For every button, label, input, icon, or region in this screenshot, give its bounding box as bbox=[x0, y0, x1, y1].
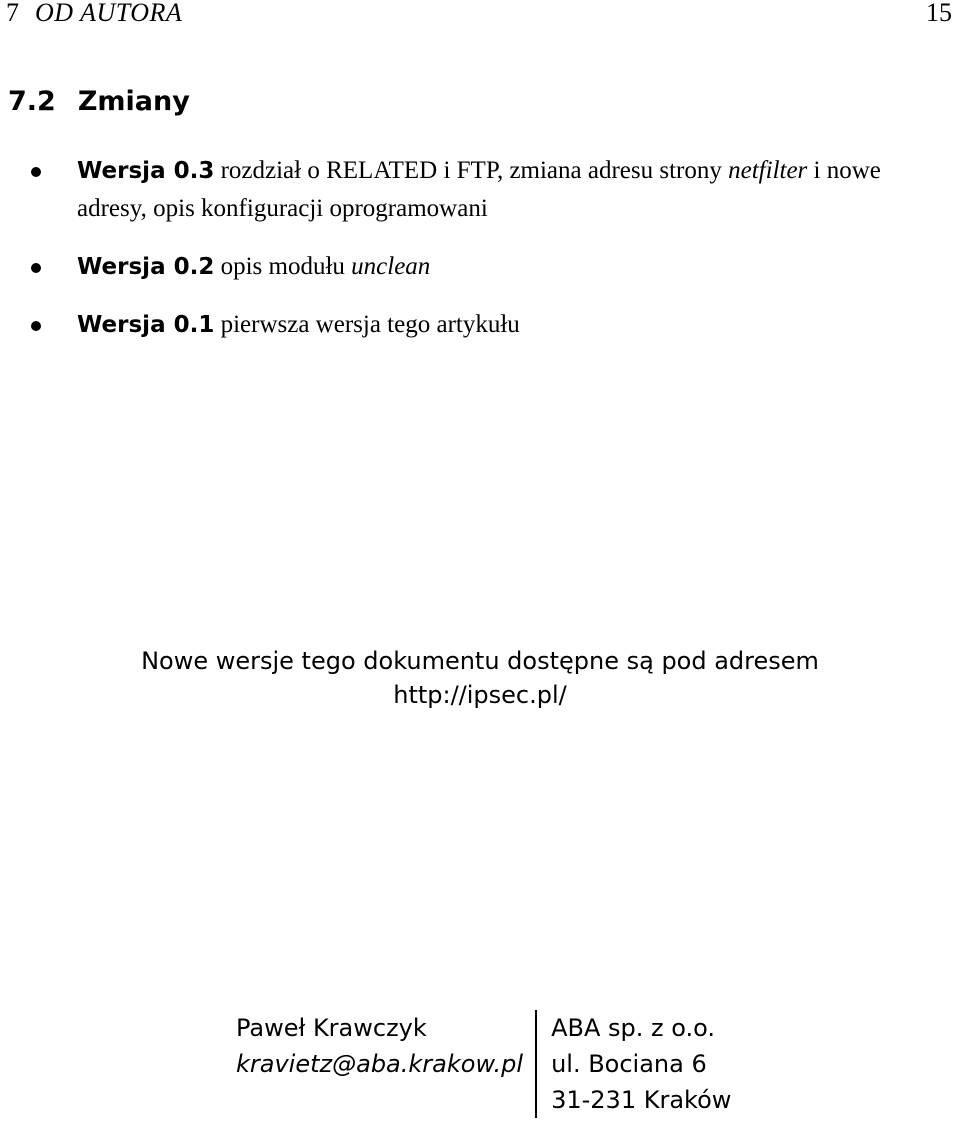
bullet-icon bbox=[31, 167, 41, 177]
bullet-icon bbox=[31, 263, 41, 273]
list-item bbox=[0, 306, 957, 344]
company-name: ABA sp. z o.o. bbox=[551, 1014, 716, 1042]
list-item bbox=[0, 152, 957, 228]
change-italic: netfilter bbox=[728, 157, 808, 184]
company-street: ul. Bociana 6 bbox=[551, 1050, 707, 1078]
chapter-number: 7 bbox=[6, 0, 19, 27]
bullet-icon bbox=[31, 321, 41, 331]
version-label: Wersja 0.1 bbox=[77, 312, 215, 338]
page-number: 15 bbox=[926, 0, 952, 27]
availability-url[interactable]: http://ipsec.pl/ bbox=[393, 681, 567, 709]
changes-list bbox=[0, 152, 960, 364]
change-text: opis modułu bbox=[214, 253, 352, 280]
company-city: 31-231 Kraków bbox=[551, 1086, 732, 1114]
chapter-title: OD AUTORA bbox=[35, 0, 183, 27]
version-label: Wersja 0.3 bbox=[77, 158, 215, 184]
section-title: Zmiany bbox=[77, 86, 190, 117]
section-heading bbox=[8, 86, 190, 117]
version-label: Wersja 0.2 bbox=[77, 254, 215, 280]
author-name: Paweł Krawczyk bbox=[236, 1014, 427, 1042]
author-block bbox=[236, 1010, 535, 1118]
company-block bbox=[537, 1010, 731, 1118]
section-number: 7.2 bbox=[8, 86, 56, 117]
change-text: rozdział o RELATED i FTP, zmiana adresu strony bbox=[214, 157, 729, 184]
page-header bbox=[6, 0, 952, 28]
availability-note bbox=[0, 644, 960, 712]
availability-text: Nowe wersje tego dokumentu dostępne są pod adresem bbox=[141, 647, 819, 675]
change-text: pierwsza wersja tego artykułu bbox=[214, 311, 520, 338]
change-text-cont: i nowe adresy, opis konfiguracji oprogramowani bbox=[77, 157, 881, 222]
running-head bbox=[6, 0, 182, 28]
author-email[interactable]: kravietz@aba.krakow.pl bbox=[236, 1050, 524, 1078]
footer-contact bbox=[236, 1010, 731, 1118]
change-italic: unclean bbox=[351, 253, 431, 280]
list-item bbox=[0, 248, 957, 286]
